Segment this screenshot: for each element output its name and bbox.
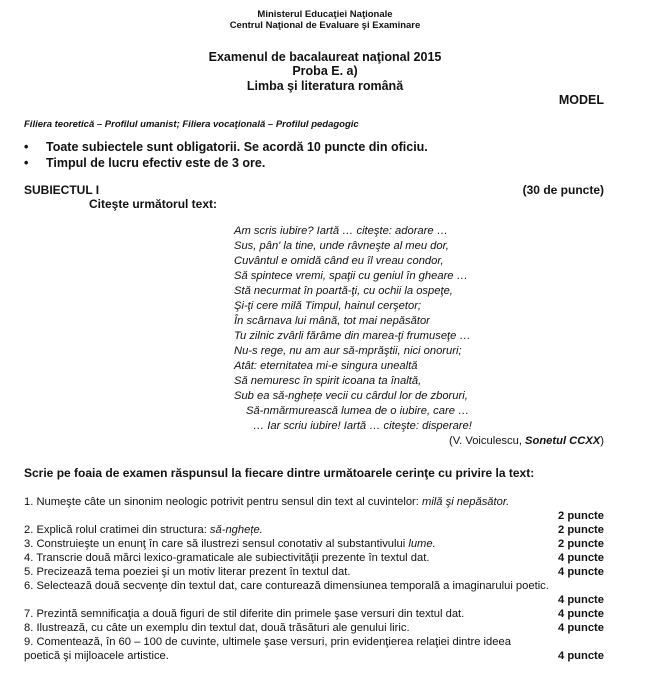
instruction-bullet: • Timpul de lucru efectiv este de 3 ore. <box>24 156 266 170</box>
exam-proba: Proba E. a) <box>292 64 358 78</box>
question-text: 1. Numeşte câte un sinonim neologic potrivit pentru sensul din text al cuvintelor: <box>24 496 422 508</box>
question-2 <box>24 524 263 536</box>
question-3 <box>24 538 436 550</box>
section-points: (30 de puncte) <box>522 183 604 197</box>
poem-line: Cuvântul e omidă când eu îl vreau condor, <box>234 255 444 267</box>
poem-line: … Iar scriu iubire! Iartă … citeşte: disperare! <box>253 420 472 432</box>
question-7: 7. Prezintă semnificaţia a două figuri de stil diferite din primele şase versuri din textul dat. <box>24 608 465 620</box>
exam-title: Examenul de bacalaureat naţional 2015 <box>208 50 442 64</box>
question-emphasis: milă şi nepăsător. <box>422 496 510 508</box>
poem-line: În scârnava lui mână, tot mai nepăsător <box>234 315 430 327</box>
poem-attribution <box>449 435 604 447</box>
ministry-name: Ministerul Educaţiei Naţionale <box>257 9 393 20</box>
question-points: 4 puncte <box>557 552 604 564</box>
tasks-intro: Scrie pe foaia de examen răspunsul la fiecare dintre următoarele cerinţe cu privire la text: <box>24 466 535 480</box>
instruction-bullet-text: Timpul de lucru efectiv este de 3 ore. <box>46 156 266 170</box>
question-6: 6. Selectează două secvenţe din textul dat, care conturează dimensiunea temporală a imaginarului poetic. <box>24 580 549 592</box>
author-name: (V. Voiculescu, <box>448 435 526 447</box>
question-9: 9. Comentează, în 60 – 100 de cuvinte, ultimele şase versuri, prin evidenţierea relaţiei dintre ideea <box>24 636 511 648</box>
poem-line: Sus, pân' la tine, unde râvneşte al meu dor, <box>234 240 449 252</box>
poem-line: Am scris iubire? Iartă … citeşte: adorare … <box>234 225 448 237</box>
attribution-close: ) <box>600 435 604 447</box>
question-4: 4. Transcrie două mărci lexico-gramaticale ale subiectivităţii prezente în textul dat. <box>24 552 430 564</box>
question-9-continuation: poetică şi mijloacele artistice. <box>24 650 169 662</box>
poem-line: Stă necurmat în poartă-ţi, cu ochii la ospeţe, <box>234 285 453 297</box>
question-points: 2 puncte <box>557 538 604 550</box>
filiera-line: Filiera teoretică – Profilul umanist; Filiera vocaţională – Profilul pedagogic <box>24 119 359 130</box>
question-points: 2 puncte <box>557 524 604 536</box>
question-8: 8. Ilustrează, cu câte un exemplu din textul dat, două trăsături ale genului liric. <box>24 622 410 634</box>
section-title: SUBIECTUL I <box>24 183 100 197</box>
model-label: MODEL <box>558 93 604 107</box>
poem-line: Sub ea să-nghețe vecii cu cârdul lor de zboruri, <box>234 390 468 402</box>
section-header <box>24 183 604 197</box>
poem-line: Să nemuresc în spirit icoana ta înaltă, <box>234 375 422 387</box>
work-title: Sonetul CCXX <box>525 435 601 447</box>
poem-line: Să-nmărmurească lumea de o iubire, care … <box>246 405 470 417</box>
question-text: 2. Explică rolul cratimei din structura: <box>24 524 210 536</box>
poem-line: Atât: eternitatea mi-e singura unealtă <box>234 360 418 372</box>
read-instruction: Citeşte următorul text: <box>89 197 218 211</box>
poem-line: Să spintece vremi, spaţii cu geniul în gheare … <box>234 270 468 282</box>
question-text: 3. Construieşte un enunţ în care să ilustrezi sensul conotativ al substantivului <box>24 538 409 550</box>
poem-line: Tu zilnic zvârli fărâme din marea-ţi frumuseţe … <box>234 330 471 342</box>
question-emphasis: să-nghețe. <box>209 524 263 536</box>
instruction-bullet: • Toate subiectele sunt obligatorii. Se acordă 10 puncte din oficiu. <box>24 140 428 154</box>
instruction-bullet-text: Toate subiectele sunt obligatorii. Se acordă 10 puncte din oficiu. <box>46 140 428 154</box>
question-points: 4 puncte <box>557 566 604 578</box>
question-points: 4 puncte <box>557 622 604 634</box>
question-5: 5. Precizează tema poeziei şi un motiv literar prezent în textul dat. <box>24 566 351 578</box>
exam-subject: Limba şi literatura română <box>246 79 404 93</box>
question-points: 4 puncte <box>557 608 604 620</box>
question-1 <box>24 496 509 508</box>
poem-line: Şi-ţi cere milă Timpul, hainul cerşetor; <box>234 300 422 312</box>
question-emphasis: lume. <box>408 538 436 550</box>
evaluation-center-name: Centrul Naţional de Evaluare şi Examinare <box>229 20 421 31</box>
question-points: 4 puncte <box>557 594 604 606</box>
poem-line: Nu-s rege, nu am aur să-mprăştii, nici onoruri; <box>234 345 462 357</box>
question-points: 2 puncte <box>557 510 604 522</box>
question-points: 4 puncte <box>557 650 604 662</box>
